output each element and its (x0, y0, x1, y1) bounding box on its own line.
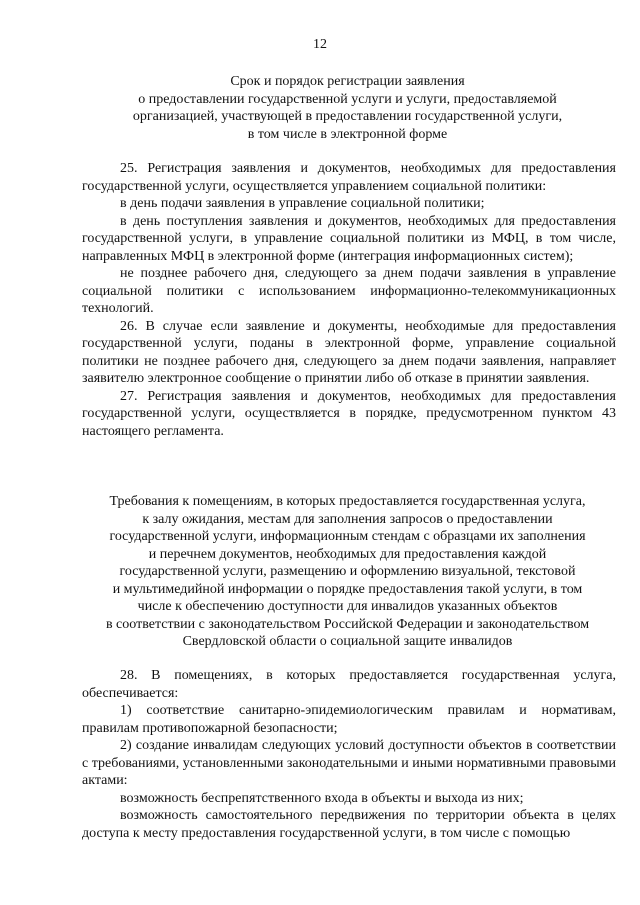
section-body-registration (82, 160, 616, 440)
paragraph-item: возможность беспрепятственного входа в объекты и выхода из них; (120, 790, 524, 806)
heading-line: в том числе в электронной форме (247, 126, 448, 142)
heading-line: о предоставлении государственной услуги и услуги, предоставляемой (138, 91, 557, 107)
paragraph-26: 26. В случае если заявление и документы, необходимые для предоставления государственной услуги, поданы в электронной форме, управление социальной политики не позднее рабочего дня, следующего за днем подачи заявления, направляет заявителю электронное сообщение о принятии либо об отказе в принятии заявления. (82, 318, 616, 386)
paragraph-item: возможность самостоятельного передвижения по территории объекта в целях доступа к месту предоставления государственной услуги, в том числе с помощью (82, 808, 616, 841)
heading-line: Требования к помещениям, в которых предоставляется государственная услуга, (109, 494, 586, 509)
paragraph-27: 27. Регистрация заявления и документов, необходимых для предоставления государственной услуги, осуществляется в порядке, предусмотренном пунктом 43 настоящего регламента. (82, 388, 616, 439)
heading-line: государственной услуги, информационным стендам с образцами их заполнения (109, 529, 586, 544)
heading-line: Срок и порядок регистрации заявления (230, 74, 465, 89)
paragraph-item: в день поступления заявления и документов, необходимых для предоставления государственной услуги, в управление социальной политики из МФЦ, в том числе, направленных МФЦ в электронной форме (интеграция информационных систем); (82, 213, 616, 264)
paragraph-item: 2) создание инвалидам следующих условий доступности объектов в соответствии с требованиями, установленными законодательными и иными нормативными правовыми актами: (82, 738, 616, 788)
paragraph-item: не позднее рабочего дня, следующего за днем подачи заявления в управление социальной политики с использованием информационно-телекоммуникационных технологий. (82, 266, 616, 316)
paragraph-item: в день подачи заявления в управление социальной политики; (120, 196, 485, 211)
heading-line: Свердловской области о социальной защите инвалидов (182, 634, 513, 649)
paragraph-item: 1) соответствие санитарно-эпидемиологическим правилам и нормативам, правилам противопожарной безопасности; (82, 703, 616, 736)
heading-line: и перечнем документов, необходимых для предоставления каждой (148, 546, 547, 562)
page-number: 12 (313, 37, 327, 52)
heading-line: числе к обеспечению доступности для инвалидов указанных объектов (137, 599, 558, 614)
section-body-premises (82, 667, 616, 842)
paragraph-25: 25. Регистрация заявления и документов, необходимых для предоставления государственной услуги, осуществляется управлением социальной политики: (82, 161, 616, 194)
heading-line: государственной услуги, размещению и оформлению визуальной, текстовой (119, 564, 576, 579)
heading-line: организацией, участвующей в предоставлении государственной услуги, (132, 109, 563, 124)
heading-line: к залу ожидания, местам для заполнения запросов о предоставлении (142, 511, 553, 527)
section-heading-premises (80, 493, 615, 651)
heading-line: и мультимедийной информации о порядке предоставления такой услуги, в том (112, 581, 583, 597)
heading-line: в соответствии с законодательством Российской Федерации и законодательством (105, 616, 590, 632)
paragraph-28: 28. В помещениях, в которых предоставляется государственная услуга, обеспечивается: (82, 668, 616, 701)
section-heading-registration (80, 73, 615, 143)
